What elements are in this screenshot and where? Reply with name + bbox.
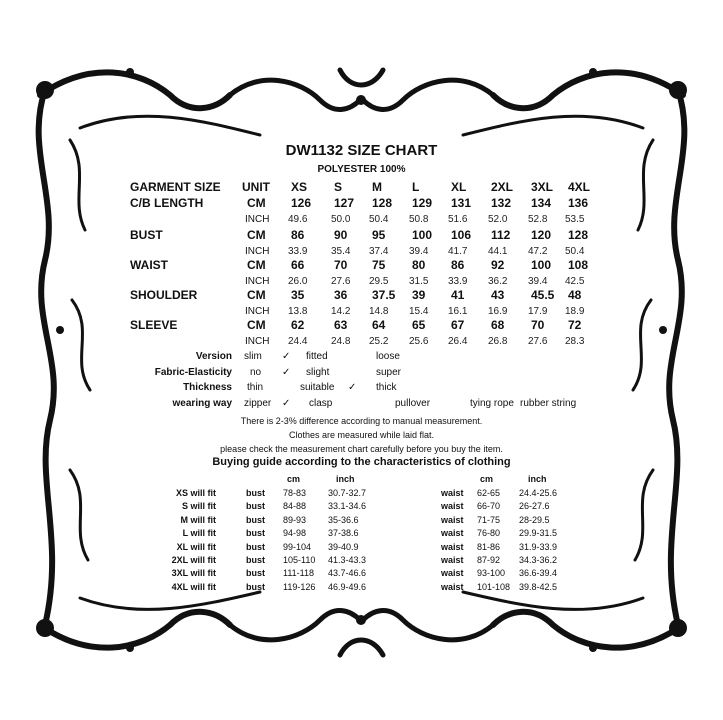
guide-waist-cm: 71-75: [477, 514, 501, 525]
feature-label: wearing way: [172, 398, 232, 409]
guide-waist-label: waist: [441, 514, 464, 525]
guide-bust-label: bust: [246, 514, 265, 525]
size-header-l: L: [412, 180, 420, 194]
size-header-s: S: [334, 180, 343, 194]
guide-bust-cm: 105-110: [283, 555, 316, 565]
cm-value: 72: [568, 318, 582, 332]
guide-bust-inch: 39-40.9: [328, 541, 359, 552]
guide-fit-label: XL will fit: [176, 541, 216, 552]
inch-value: 44.1: [488, 246, 508, 257]
guide-fit-label: XS will fit: [175, 488, 216, 498]
cm-value: 100: [412, 228, 433, 242]
guide-waist-label: waist: [441, 528, 464, 539]
inch-value: 14.8: [369, 306, 389, 317]
cm-value: 41: [451, 288, 465, 302]
guide-waist-label: waist: [441, 555, 464, 565]
guide-fit-label: 3XL will fit: [171, 568, 216, 579]
guide-waist-inch: 29.9-31.5: [519, 528, 558, 539]
inch-value: 37.4: [369, 246, 389, 257]
unit-cm: CM: [247, 258, 266, 272]
inch-value: 14.2: [331, 306, 351, 317]
guide-waist-cm: 62-65: [477, 488, 501, 498]
inch-value: 33.9: [448, 276, 468, 287]
cm-value: 90: [334, 228, 348, 242]
inch-value: 17.9: [528, 306, 548, 317]
inch-value: 51.6: [448, 214, 468, 225]
guide-bust-cm: 119-126: [283, 581, 316, 592]
guide-bust-inch: 41.3-43.3: [328, 555, 367, 565]
guide-bust-cm: 84-88: [283, 501, 307, 512]
measure-label: WAIST: [130, 258, 168, 272]
measure-label: SHOULDER: [130, 288, 198, 302]
inch-value: 26.4: [448, 336, 468, 347]
cm-value: 64: [372, 318, 386, 332]
guide-waist-label: waist: [441, 488, 464, 498]
guide-waist-inch: 31.9-33.9: [519, 541, 558, 552]
inch-value: 31.5: [409, 276, 429, 287]
cm-value: 134: [531, 196, 552, 210]
inch-value: 13.8: [288, 306, 308, 317]
cm-value: 128: [372, 196, 393, 210]
checkmark-icon: ✓: [282, 351, 291, 362]
guide-inch-header-2: inch: [528, 474, 547, 484]
guide-bust-cm: 89-93: [283, 514, 307, 525]
inch-value: 27.6: [331, 276, 351, 287]
note-3: please check the measurement chart carefully before you buy the item.: [220, 444, 503, 454]
feature-label: Thickness: [183, 382, 232, 393]
feature-option: clasp: [309, 398, 333, 409]
feature-option: thick: [376, 382, 397, 393]
cm-value: 86: [291, 228, 305, 242]
cm-value: 70: [334, 258, 348, 272]
cm-value: 35: [291, 288, 305, 302]
cm-value: 43: [491, 288, 505, 302]
cm-value: 39: [412, 288, 426, 302]
checkmark-icon: ✓: [348, 382, 357, 393]
inch-value: 50.4: [369, 214, 389, 225]
cm-value: 129: [412, 196, 433, 210]
guide-waist-cm: 76-80: [477, 528, 501, 539]
guide-bust-cm: 99-104: [283, 541, 312, 552]
feature-option: slim: [244, 351, 262, 362]
inch-value: 29.5: [369, 276, 389, 287]
guide-bust-inch: 43.7-46.6: [328, 568, 367, 579]
feature-option: rubber string: [520, 398, 577, 409]
cm-value: 70: [531, 318, 545, 332]
inch-value: 33.9: [288, 246, 308, 257]
guide-cm-header: cm: [287, 474, 301, 484]
guide-inch-header: inch: [336, 474, 355, 484]
cm-value: 120: [531, 228, 552, 242]
unit-cm: CM: [247, 228, 266, 242]
inch-value: 25.6: [409, 336, 429, 347]
feature-option: zipper: [244, 398, 272, 409]
cm-value: 136: [568, 196, 589, 210]
guide-cm-header-2: cm: [480, 474, 494, 484]
inch-value: 25.2: [369, 336, 389, 347]
cm-value: 106: [451, 228, 472, 242]
guide-bust-cm: 78-83: [283, 488, 307, 498]
inch-value: 28.3: [565, 336, 585, 347]
inch-value: 26.0: [288, 276, 308, 287]
guide-bust-label: bust: [246, 555, 265, 565]
measure-label: C/B LENGTH: [130, 196, 204, 210]
guide-waist-cm: 66-70: [477, 501, 501, 512]
guide-waist-label: waist: [441, 568, 464, 579]
cm-value: 45.5: [531, 288, 555, 302]
guide-fit-label: 2XL will fit: [171, 555, 216, 565]
guide-bust-cm: 94-98: [283, 528, 307, 539]
cm-value: 67: [451, 318, 465, 332]
guide-waist-cm: 101-108: [477, 581, 511, 592]
inch-value: 42.5: [565, 276, 585, 287]
unit-inch: INCH: [245, 246, 270, 257]
feature-option: loose: [376, 351, 400, 362]
guide-bust-inch: 30.7-32.7: [328, 488, 367, 498]
inch-value: 53.5: [565, 214, 585, 225]
checkmark-icon: ✓: [282, 398, 291, 409]
cm-value: 68: [491, 318, 505, 332]
cm-value: 75: [372, 258, 386, 272]
cm-value: 63: [334, 318, 348, 332]
guide-bust-label: bust: [246, 568, 265, 579]
unit-cm: CM: [247, 288, 266, 302]
guide-waist-inch: 36.6-39.4: [519, 568, 558, 579]
guide-waist-cm: 87-92: [477, 555, 501, 565]
cm-value: 65: [412, 318, 426, 332]
inch-value: 18.9: [565, 306, 585, 317]
inch-value: 52.0: [488, 214, 508, 225]
guide-bust-cm: 111-118: [283, 568, 315, 579]
guide-title: Buying guide according to the characteristics of clothing: [212, 456, 511, 468]
inch-value: 50.4: [565, 246, 585, 257]
unit-inch: INCH: [245, 306, 270, 317]
guide-fit-label: L will fit: [182, 528, 216, 539]
header-label: GARMENT SIZE: [130, 180, 221, 194]
inch-value: 41.7: [448, 246, 468, 257]
inch-value: 24.4: [288, 336, 308, 347]
cm-value: 128: [568, 228, 589, 242]
guide-waist-inch: 39.8-42.5: [519, 581, 558, 592]
feature-label: Version: [195, 351, 232, 362]
cm-value: 92: [491, 258, 505, 272]
size-header-4xl: 4XL: [568, 180, 591, 194]
cm-value: 66: [291, 258, 305, 272]
feature-label: Fabric-Elasticity: [154, 367, 232, 378]
guide-bust-inch: 46.9-49.6: [328, 581, 367, 592]
inch-value: 49.6: [288, 214, 308, 225]
header-unit: UNIT: [242, 180, 270, 194]
note-2: Clothes are measured while laid flat.: [288, 430, 435, 440]
guide-waist-cm: 81-86: [477, 541, 501, 552]
cm-value: 100: [531, 258, 552, 272]
guide-waist-label: waist: [441, 541, 464, 552]
size-header-xl: XL: [451, 180, 467, 194]
measure-label: SLEEVE: [130, 318, 178, 332]
inch-value: 16.1: [448, 306, 468, 317]
cm-value: 126: [291, 196, 312, 210]
guide-waist-inch: 26-27.6: [519, 501, 550, 512]
feature-option: suitable: [300, 382, 335, 393]
guide-waist-inch: 28-29.5: [519, 514, 550, 525]
guide-waist-inch: 24.4-25.6: [519, 488, 558, 498]
unit-inch: INCH: [245, 214, 270, 225]
guide-bust-label: bust: [246, 488, 265, 498]
cm-value: 36: [334, 288, 348, 302]
size-header-3xl: 3XL: [531, 180, 554, 194]
inch-value: 15.4: [409, 306, 429, 317]
page-subtitle: POLYESTER 100%: [317, 164, 406, 175]
cm-value: 48: [568, 288, 582, 302]
size-header-2xl: 2XL: [491, 180, 514, 194]
guide-bust-label: bust: [246, 541, 265, 552]
cm-value: 95: [372, 228, 386, 242]
feature-option: thin: [247, 382, 264, 393]
cm-value: 112: [491, 228, 511, 242]
guide-fit-label: M will fit: [180, 514, 216, 525]
guide-bust-label: bust: [246, 528, 265, 539]
cm-value: 86: [451, 258, 465, 272]
guide-fit-label: 4XL will fit: [171, 581, 216, 592]
checkmark-icon: ✓: [282, 367, 291, 378]
inch-value: 50.8: [409, 214, 429, 225]
inch-value: 47.2: [528, 246, 548, 257]
inch-value: 52.8: [528, 214, 548, 225]
inch-value: 26.8: [488, 336, 508, 347]
guide-bust-label: bust: [246, 501, 265, 512]
feature-option: super: [376, 367, 402, 378]
size-header-xs: XS: [291, 180, 308, 194]
inch-value: 35.4: [331, 246, 351, 257]
inch-value: 24.8: [331, 336, 351, 347]
feature-option: slight: [306, 367, 330, 378]
inch-value: 16.9: [488, 306, 508, 317]
unit-cm: CM: [247, 196, 266, 210]
cm-value: 37.5: [372, 288, 396, 302]
unit-inch: INCH: [245, 336, 270, 347]
guide-fit-label: S will fit: [181, 501, 216, 512]
guide-bust-inch: 35-36.6: [328, 514, 359, 525]
unit-inch: INCH: [245, 276, 270, 287]
unit-cm: CM: [247, 318, 266, 332]
cm-value: 127: [334, 196, 355, 210]
page-title: DW1132 SIZE CHART: [285, 142, 438, 159]
guide-waist-cm: 93-100: [477, 568, 506, 579]
measure-label: BUST: [130, 228, 163, 242]
inch-value: 39.4: [528, 276, 548, 287]
inch-value: 27.6: [528, 336, 548, 347]
cm-value: 62: [291, 318, 305, 332]
cm-value: 80: [412, 258, 426, 272]
feature-option: fitted: [306, 351, 328, 362]
guide-bust-label: bust: [246, 581, 265, 592]
feature-option: no: [250, 367, 262, 378]
cm-value: 108: [568, 258, 589, 272]
guide-bust-inch: 37-38.6: [328, 528, 359, 539]
feature-option: tying rope: [470, 398, 514, 409]
inch-value: 39.4: [409, 246, 429, 257]
guide-waist-label: waist: [441, 501, 464, 512]
note-1: There is 2-3% difference according to manual measurement.: [240, 416, 483, 426]
cm-value: 131: [451, 196, 472, 210]
inch-value: 36.2: [488, 276, 508, 287]
guide-waist-inch: 34.3-36.2: [519, 555, 558, 565]
guide-bust-inch: 33.1-34.6: [328, 501, 367, 512]
guide-waist-label: waist: [441, 581, 464, 592]
inch-value: 50.0: [331, 214, 351, 225]
feature-option: pullover: [395, 398, 431, 409]
size-header-m: M: [372, 180, 382, 194]
cm-value: 132: [491, 196, 512, 210]
